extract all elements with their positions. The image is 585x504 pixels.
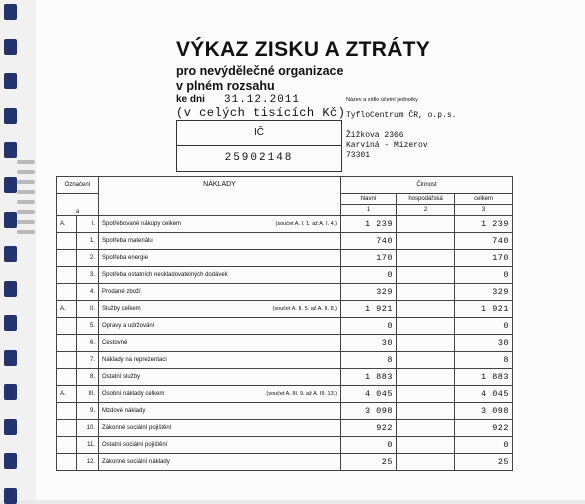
row-label: Osobní náklady celkem: [102, 391, 165, 397]
binding-hole: [4, 142, 17, 158]
row-label-cell: [99, 386, 341, 403]
date-value: 31.12.2011: [224, 94, 301, 106]
binding-hole: [4, 73, 17, 89]
row-group-code: [57, 267, 77, 284]
row-group-code: [57, 233, 77, 250]
binding-coil: [17, 160, 35, 164]
row-item-code: II.: [77, 301, 99, 318]
row-item-code: 11.: [77, 437, 99, 454]
row-item-code: 8.: [77, 369, 99, 386]
row-label-cell: [99, 301, 341, 318]
row-value-hlavni: 30: [341, 335, 397, 352]
binding-hole: [4, 246, 17, 262]
row-sum-note: (součet A. III. 9. až A. III. 13.): [266, 391, 337, 397]
report-subtitle-2: v plném rozsahu: [176, 79, 275, 93]
row-label: Spotřeba ostatních neskladovatelných dodávek: [102, 272, 228, 278]
org-city: Karviná - Mizerov: [346, 141, 428, 150]
binding-hole: [4, 350, 17, 366]
row-item-code: III.: [77, 386, 99, 403]
row-value-hospodarska: [397, 369, 455, 386]
row-value-celkem: 3 098: [455, 403, 513, 420]
row-item-code: 6.: [77, 335, 99, 352]
table-row: [57, 352, 513, 369]
row-item-code: 10.: [77, 420, 99, 437]
row-group-code: A.: [57, 386, 77, 403]
col-header-naklady: NÁKLADY: [99, 177, 341, 216]
org-label: Název a sídlo účetní jednotky: [346, 97, 418, 103]
row-value-celkem: 922: [455, 420, 513, 437]
row-label: Spotřebované nákupy celkem: [102, 221, 182, 227]
table-row: [57, 216, 513, 233]
org-street: Žižkova 2366: [346, 131, 404, 140]
row-value-hospodarska: [397, 437, 455, 454]
row-value-hospodarska: [397, 454, 455, 471]
table-row: [57, 369, 513, 386]
table-row: [57, 386, 513, 403]
row-value-hospodarska: [397, 301, 455, 318]
row-label: Spotřeba materiálu: [102, 238, 153, 244]
row-item-code: 2.: [77, 250, 99, 267]
row-group-code: [57, 335, 77, 352]
col-header-celkem: celkem: [455, 194, 513, 205]
unit-note: (v celých tisících Kč): [176, 106, 346, 120]
ic-value: 25902148: [224, 152, 294, 164]
row-value-celkem: 4 045: [455, 386, 513, 403]
ic-label: IČ: [177, 121, 341, 146]
row-item-code: 7.: [77, 352, 99, 369]
row-label: Náklady na reprezentaci: [102, 357, 167, 363]
row-item-code: 3.: [77, 267, 99, 284]
row-value-hlavni: 1 239: [341, 216, 397, 233]
row-value-hlavni: 922: [341, 420, 397, 437]
binding-hole: [4, 488, 17, 504]
row-value-celkem: 740: [455, 233, 513, 250]
row-group-code: [57, 250, 77, 267]
row-sum-note: (součet A. II. 5. až A. II. 8.): [272, 306, 337, 312]
cost-table: [56, 176, 513, 471]
row-group-code: [57, 318, 77, 335]
binding-hole: [4, 108, 17, 124]
row-label-cell: [99, 318, 341, 335]
binding-hole: [4, 281, 17, 297]
row-label: Cestovné: [102, 340, 128, 346]
table-row: [57, 318, 513, 335]
row-group-code: [57, 369, 77, 386]
binding-coil: [17, 220, 35, 224]
row-item-code: 9.: [77, 403, 99, 420]
row-value-hospodarska: [397, 352, 455, 369]
org-zip: 73301: [346, 151, 371, 160]
row-item-code: 12.: [77, 454, 99, 471]
ic-box: [176, 120, 342, 172]
row-label-cell: [99, 216, 341, 233]
row-value-celkem: 1 239: [455, 216, 513, 233]
row-label-cell: [99, 284, 341, 301]
row-group-code: A.: [57, 301, 77, 318]
binding-hole: [4, 419, 17, 435]
table-row: [57, 454, 513, 471]
row-item-code: 4.: [77, 284, 99, 301]
binding-hole: [4, 39, 17, 55]
row-value-hospodarska: [397, 318, 455, 335]
row-label-cell: [99, 454, 341, 471]
row-label: Ostatní služby: [102, 374, 141, 380]
row-value-hospodarska: [397, 233, 455, 250]
table-row: [57, 250, 513, 267]
binding-coil: [17, 170, 35, 174]
row-value-hlavni: 3 098: [341, 403, 397, 420]
row-group-code: [57, 352, 77, 369]
row-label-cell: [99, 233, 341, 250]
row-label: Ostatní sociální pojištění: [102, 442, 168, 448]
date-label: ke dni: [176, 94, 205, 105]
row-label: Opravy a udržování: [102, 323, 155, 329]
org-name: TyfloCentrum ČR, o.p.s.: [346, 111, 457, 120]
col-header-hospodarska: hospodářská: [397, 194, 455, 205]
binding-coil: [17, 230, 35, 234]
row-group-code: [57, 284, 77, 301]
row-label-cell: [99, 369, 341, 386]
row-value-hospodarska: [397, 335, 455, 352]
row-value-hlavni: 0: [341, 267, 397, 284]
row-value-celkem: 0: [455, 267, 513, 284]
binding-hole: [4, 177, 17, 193]
row-label-cell: [99, 352, 341, 369]
row-value-hlavni: 8: [341, 352, 397, 369]
row-value-hospodarska: [397, 420, 455, 437]
row-label: Prodané zboží: [102, 289, 141, 295]
col-header-hlavni: hlavní: [341, 194, 397, 205]
col-header-oznaceni: Označení: [57, 177, 99, 194]
binding-hole: [4, 4, 17, 20]
row-label: Spotřeba energie: [102, 255, 149, 261]
row-label-cell: [99, 250, 341, 267]
report-subtitle-1: pro nevýdělečné organizace: [176, 64, 344, 78]
row-value-celkem: 0: [455, 437, 513, 454]
row-value-celkem: 0: [455, 318, 513, 335]
row-value-hospodarska: [397, 284, 455, 301]
row-value-celkem: 8: [455, 352, 513, 369]
table-row: [57, 301, 513, 318]
col-header-a: a: [57, 194, 99, 216]
row-value-hlavni: 25: [341, 454, 397, 471]
row-group-code: A.: [57, 216, 77, 233]
table-row: [57, 335, 513, 352]
row-value-celkem: 30: [455, 335, 513, 352]
row-label-cell: [99, 335, 341, 352]
row-value-hospodarska: [397, 250, 455, 267]
row-value-celkem: 25: [455, 454, 513, 471]
row-value-hospodarska: [397, 386, 455, 403]
col-header-cinnost: Činnost: [341, 177, 513, 194]
row-value-hlavni: 1 883: [341, 369, 397, 386]
table-row: [57, 233, 513, 250]
row-value-celkem: 170: [455, 250, 513, 267]
row-value-hlavni: 4 045: [341, 386, 397, 403]
row-group-code: [57, 420, 77, 437]
row-item-code: 1.: [77, 233, 99, 250]
binding-coil: [17, 190, 35, 194]
table-row: [57, 284, 513, 301]
table-row: [57, 437, 513, 454]
binding-coil: [17, 180, 35, 184]
row-group-code: [57, 437, 77, 454]
row-value-hospodarska: [397, 267, 455, 284]
row-value-celkem: 1 883: [455, 369, 513, 386]
col-number-2: 2: [397, 205, 455, 216]
row-value-hlavni: 0: [341, 437, 397, 454]
row-label: Zákonné sociální pojištění: [102, 425, 172, 431]
row-value-hlavni: 1 921: [341, 301, 397, 318]
row-group-code: [57, 403, 77, 420]
row-label-cell: [99, 437, 341, 454]
row-value-hospodarska: [397, 403, 455, 420]
table-row: [57, 267, 513, 284]
row-label-cell: [99, 403, 341, 420]
binding-hole: [4, 453, 17, 469]
row-value-hlavni: 0: [341, 318, 397, 335]
row-value-celkem: 1 921: [455, 301, 513, 318]
row-sum-note: (součet A. I. 1. až A. I. 4.): [275, 221, 337, 227]
row-value-celkem: 329: [455, 284, 513, 301]
row-item-code: I.: [77, 216, 99, 233]
binding-hole: [4, 315, 17, 331]
row-value-hlavni: 329: [341, 284, 397, 301]
row-value-hlavni: 740: [341, 233, 397, 250]
row-value-hlavni: 170: [341, 250, 397, 267]
row-label-cell: [99, 267, 341, 284]
row-label: Mzdové náklady: [102, 408, 146, 414]
table-row: [57, 403, 513, 420]
binding-coil: [17, 210, 35, 214]
row-item-code: 5.: [77, 318, 99, 335]
row-label: Služby celkem: [102, 306, 141, 312]
col-number-3: 3: [455, 205, 513, 216]
row-label-cell: [99, 420, 341, 437]
report-title: VÝKAZ ZISKU A ZTRÁTY: [176, 38, 431, 61]
binding-hole: [4, 384, 17, 400]
row-group-code: [57, 454, 77, 471]
binding-hole: [4, 212, 17, 228]
row-value-hospodarska: [397, 216, 455, 233]
row-label: Zákonné sociální náklady: [102, 459, 170, 465]
binding-coil: [17, 200, 35, 204]
col-number-1: 1: [341, 205, 397, 216]
table-row: [57, 420, 513, 437]
